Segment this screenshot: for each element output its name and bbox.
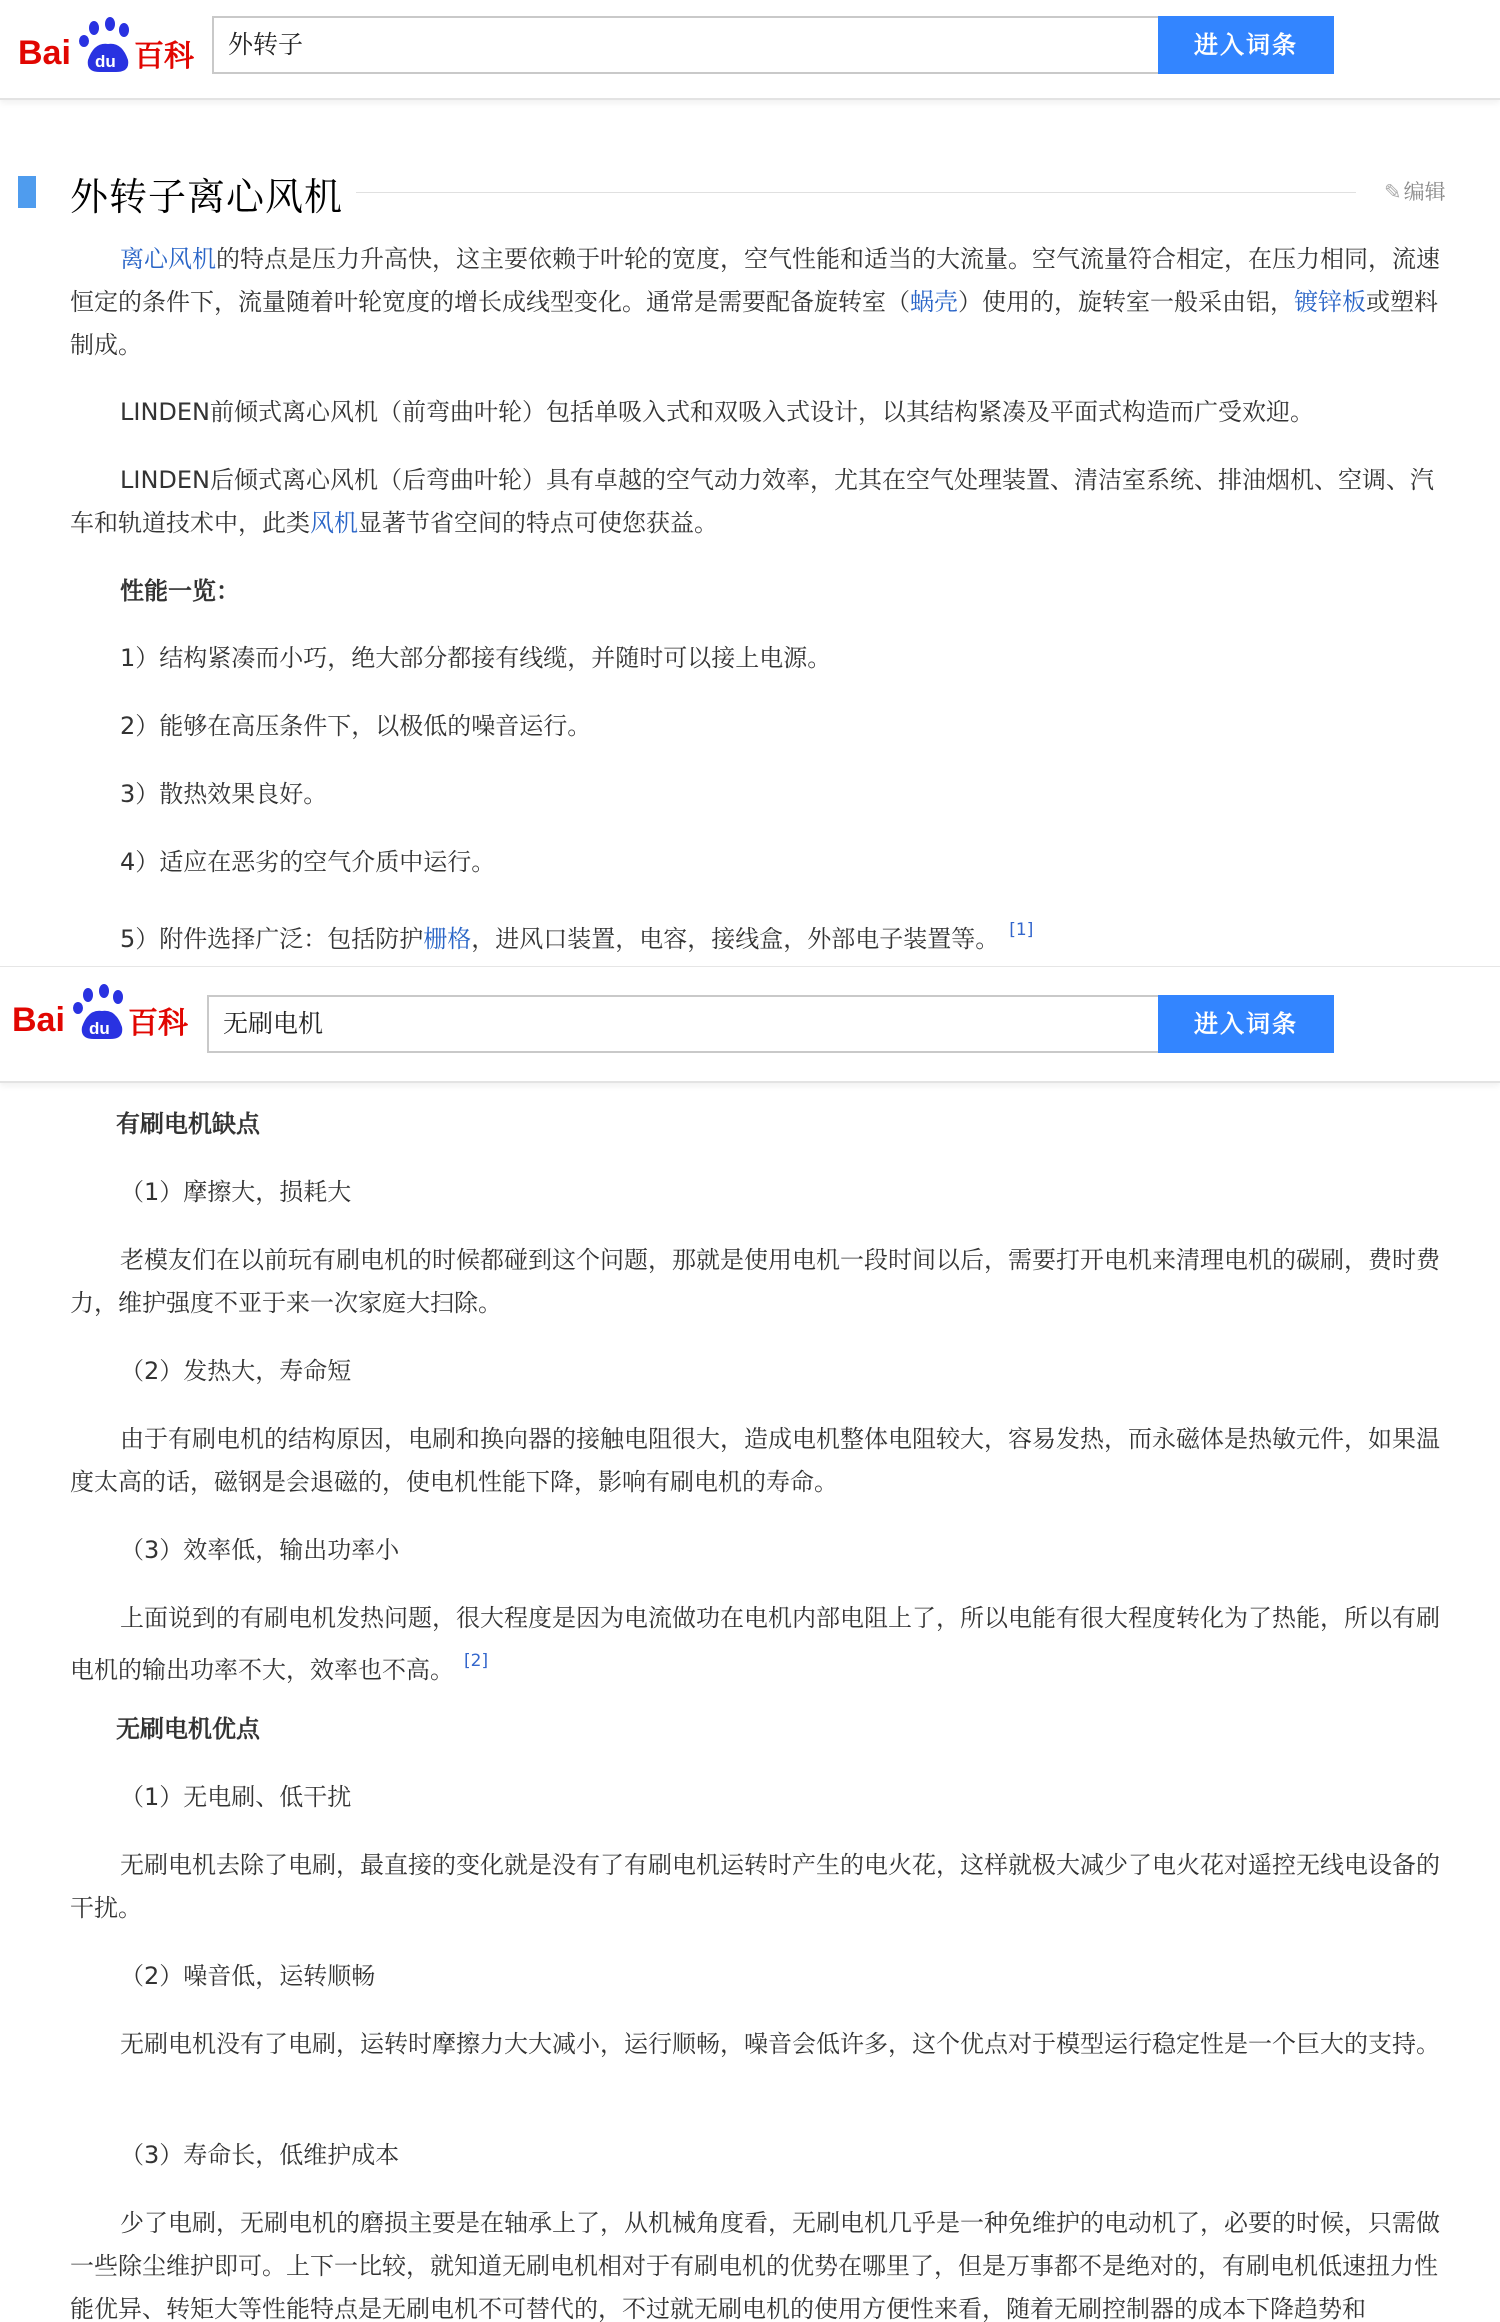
logo-baike-text: 百科 [134, 39, 194, 74]
logo-baike-text: 百科 [128, 1006, 188, 1041]
search-input[interactable]: 无刷电机 [207, 995, 1159, 1053]
list-item [120, 909, 1033, 961]
paragraph: 无刷电机没有了电刷，运转时摩擦力大大减小，运行顺畅，噪音会低许多，这个优点对于模型运行稳定性是一个巨大的支持。 [120, 2030, 1440, 2058]
enter-entry-button[interactable]: 进入词条 [1158, 16, 1334, 74]
p1-text1: 的特点是压力升高快，这主要依赖于叶轮的宽度，空气性能和适当的大流量。空气流量符合相定，在压力相同，流速恒定的条件下，流量随着叶轮宽度的增长成线型变化。通常是需要配备旋转室（ [70, 245, 1440, 316]
subheading: （3）效率低，输出功率小 [120, 1536, 400, 1564]
paw-icon [79, 17, 129, 72]
section-title: 外转子离心风机 [70, 175, 344, 219]
svg-text:du: du [89, 1019, 110, 1038]
paragraph: 少了电刷，无刷电机的磨损主要是在轴承上了，从机械角度看，无刷电机几乎是一种免维护的电动机了，必要的时候，只需做一些除尘维护即可。上下一比较，就知道无刷电机相对于有刷电机的优势在哪里了，但是万事都不是绝对的，有刷电机低速扭力性能优异、转矩大等性能特点是无刷电机不可替代的，不过就无刷电机的使用方便性来看，随着无刷控制器的成本下降趋势和 [70, 2209, 1440, 2322]
list-item: 3）散热效果良好。 [120, 780, 328, 808]
paragraph [70, 1597, 1448, 1692]
list-item: 1）结构紧凑而小巧，绝大部分都接有线缆，并随时可以接上电源。 [120, 644, 832, 672]
item5-text2: ，进风口装置，电容，接线盒，外部电子装置等。 [471, 925, 1000, 953]
link-fan[interactable]: 风机 [310, 509, 358, 537]
logo-bai-text: Bai [18, 34, 71, 72]
edit-link[interactable] [1384, 176, 1446, 206]
top-header [0, 0, 1500, 100]
paw-icon [73, 984, 123, 1039]
paragraph-2: LINDEN前倾式离心风机（前弯曲叶轮）包括单吸入式和双吸入式设计，以其结构紧凑及平面式构造而广受欢迎。 [120, 398, 1314, 426]
baike-page-brushless-motor [0, 966, 1500, 2322]
list-item: 4）适应在恶劣的空气介质中运行。 [120, 848, 496, 876]
paragraph: 由于有刷电机的结构原因，电刷和换向器的接触电阻很大，造成电机整体电阻较大，容易发热，而永磁体是热敏元件，如果温度太高的话，磁钢是会退磁的，使电机性能下降，影响有刷电机的寿命。 [70, 1425, 1440, 1496]
subheading: （1）摩擦大，损耗大 [120, 1178, 352, 1206]
heading-brushed-disadvantages: 有刷电机缺点 [116, 1110, 260, 1138]
paragraph-3 [70, 459, 1448, 545]
subheading: （1）无电刷、低干扰 [120, 1783, 352, 1811]
link-galvanized-sheet[interactable]: 镀锌板 [1294, 288, 1366, 316]
baidu-baike-logo[interactable] [12, 981, 192, 1045]
p1-text3: 或塑料制成。 [70, 288, 1438, 359]
subheading: （3）寿命长，低维护成本 [120, 2141, 400, 2169]
baike-page-outer-rotor [0, 0, 1500, 966]
p1-text2: ）使用的，旋转室一般采由铝， [958, 288, 1294, 316]
edit-label: 编辑 [1403, 180, 1446, 204]
link-centrifugal-fan[interactable]: 离心风机 [120, 245, 216, 273]
heading-brushless-advantages: 无刷电机优点 [116, 1715, 260, 1743]
subheading: （2）噪音低，运转顺畅 [120, 1962, 376, 1990]
search-input[interactable]: 外转子 [212, 16, 1160, 74]
logo-bai-text: Bai [12, 1001, 65, 1039]
paragraph: 无刷电机去除了电刷，最直接的变化就是没有了有刷电机运转时产生的电火花，这样就极大减少了电火花对遥控无线电设备的干扰。 [70, 1851, 1440, 1922]
p3-text2: 显著节省空间的特点可使您获益。 [358, 509, 718, 537]
title-divider [356, 192, 1356, 193]
section-title-marker [18, 176, 36, 208]
link-volute[interactable]: 蜗壳 [910, 288, 958, 316]
link-grille[interactable]: 栅格 [423, 925, 472, 953]
p3-text: 上面说到的有刷电机发热问题，很大程度是因为电流做功在电机内部电阻上了，所以电能有很大程度转化为了热能，所以有刷电机的输出功率不大，效率也不高。 [70, 1604, 1440, 1684]
paragraph: 老模友们在以前玩有刷电机的时候都碰到这个问题，那就是使用电机一段时间以后，需要打开电机来清理电机的碳刷，费时费力，维护强度不亚于来一次家庭大扫除。 [70, 1246, 1440, 1317]
list-item: 2）能够在高压条件下，以极低的噪音运行。 [120, 712, 592, 740]
enter-entry-button[interactable]: 进入词条 [1158, 995, 1334, 1053]
reference-link[interactable]: [1] [1009, 920, 1034, 940]
p3-text1: LINDEN后倾式离心风机（后弯曲叶轮）具有卓越的空气动力效率，尤其在空气处理装置、清洁室系统、排油烟机、空调、汽车和轨道技术中，此类 [70, 466, 1434, 537]
pencil-icon: ✎ [1384, 180, 1402, 204]
paragraph-1 [70, 238, 1448, 367]
baidu-baike-logo[interactable] [18, 14, 198, 78]
performance-heading: 性能一览： [120, 577, 240, 605]
top-header [0, 967, 1500, 1083]
reference-link[interactable]: [2] [464, 1651, 489, 1671]
svg-text:du: du [95, 52, 116, 71]
item5-text1: 5）附件选择广泛：包括防护 [120, 925, 424, 953]
subheading: （2）发热大，寿命短 [120, 1357, 352, 1385]
